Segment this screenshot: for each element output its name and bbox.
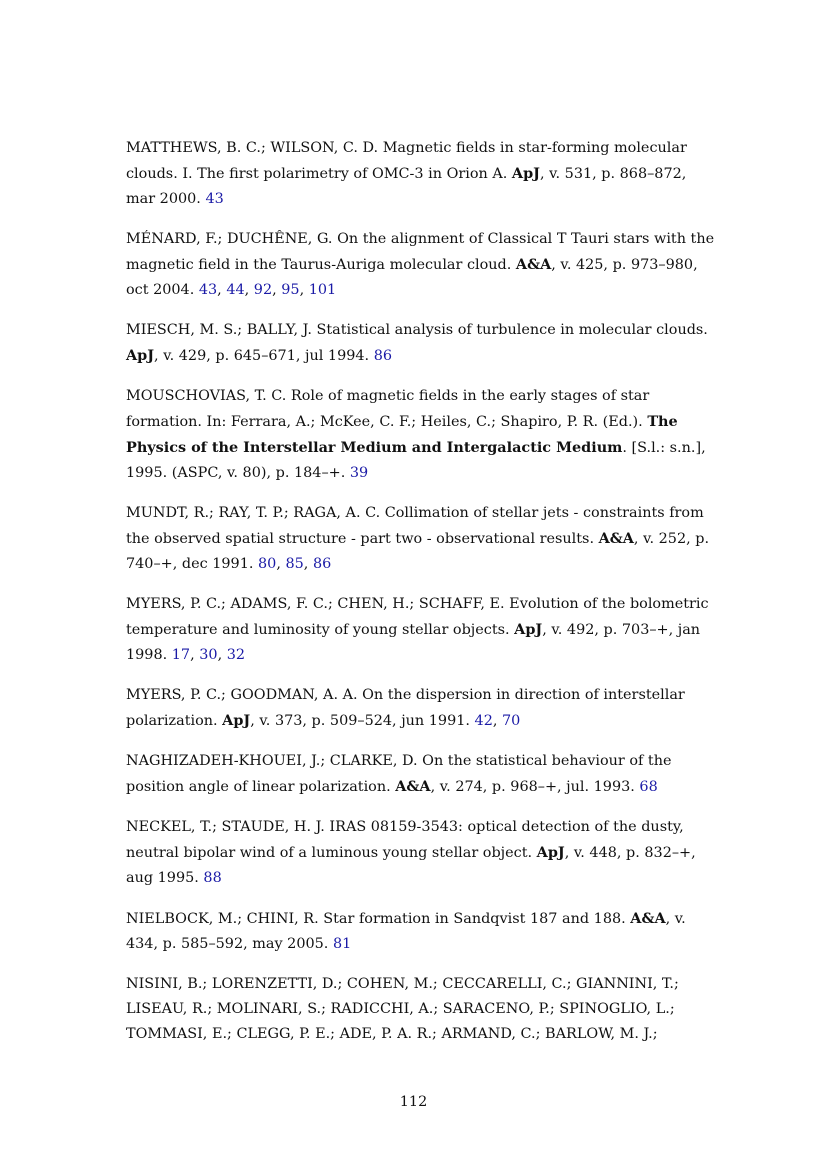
reference-entry: [126, 384, 716, 486]
reference-entry: [126, 318, 716, 369]
reference-entry: [126, 749, 716, 800]
reference-venue: ApJ: [511, 165, 540, 182]
reference-details: , v. 373, p. 509–524, jun 1991.: [250, 713, 470, 729]
reference-venue: ApJ: [514, 621, 543, 638]
reference-authors-title: MYERS, P. C.; GOODMAN, A. A. On the dispersion in direction of interstellar polarization.: [126, 687, 685, 729]
reference-authors-title: MOUSCHOVIAS, T. C. Role of magnetic fields in the early stages of star formation. In: Ferrara, A.; McKee, C. F.; Heiles, C.; Shapiro, P. R. (Ed.).: [126, 388, 650, 430]
reference-authors-title: MYERS, P. C.; ADAMS, F. C.; CHEN, H.; SCHAFF, E. Evolution of the bolometric temperature and luminosity of young stellar objects.: [126, 596, 709, 638]
back-reference-link[interactable]: 30: [199, 647, 218, 663]
back-reference-link[interactable]: 101: [308, 282, 337, 298]
reference-venue: ApJ: [536, 844, 565, 861]
reference-entry: [126, 906, 716, 957]
reference-authors-title: MIESCH, M. S.; BALLY, J. Statistical analysis of turbulence in molecular clouds.: [126, 322, 708, 338]
back-reference-link[interactable]: 43: [205, 191, 224, 207]
reference-entry: [126, 136, 716, 212]
reference-venue: A&A: [598, 530, 634, 547]
back-reference-link[interactable]: 68: [639, 779, 658, 795]
reference-venue: A&A: [630, 910, 666, 927]
reference-venue: A&A: [395, 778, 431, 795]
reference-authors-title: NISINI, B.; LORENZETTI, D.; COHEN, M.; CECCARELLI, C.; GIANNINI, T.; LISEAU, R.; MOLINARI, S.; RADICCHI, A.; SARACENO, P.; SPINOGLIO, L.; TOMMASI, E.; CLEGG, P. E.; ADE, P. A. R.; ARMAND, C.; BARLOW, M. J.;: [126, 976, 679, 1042]
reference-venue: The Physics of the Interstellar Medium and Intergalactic Medium: [126, 413, 678, 456]
reference-details: , v. 531, p. 868–872, mar 2000.: [126, 166, 687, 207]
reference-details: , v. 429, p. 645–671, jul 1994.: [154, 348, 370, 364]
back-reference-link[interactable]: 86: [312, 556, 332, 572]
reference-authors-title: MÉNARD, F.; DUCHÊNE, G. On the alignment of Classical T Tauri stars with the magnetic field in the Taurus-Auriga molecular cloud.: [126, 231, 715, 273]
reference-details: . [S.l.: s.n.], 1995. (ASPC, v. 80), p. 184–+.: [126, 440, 706, 481]
back-reference-link[interactable]: 86: [373, 348, 393, 364]
back-reference-link[interactable]: 81: [332, 936, 352, 952]
reference-venue: ApJ: [222, 712, 251, 729]
back-reference-link[interactable]: 39: [349, 465, 369, 481]
reference-entry: MUNDT, R.; RAY, T. P.; RAGA, A. C. Collimation of stellar jets - constraints from the observed spatial structure - part two - observational results. A&A, v. 252, p. 740–+, dec 1991. 80, 85, 86: [126, 505, 710, 572]
reference-entry: [126, 815, 716, 891]
back-reference-link[interactable]: 43: [198, 282, 218, 298]
back-reference-link[interactable]: 42: [474, 713, 493, 729]
reference-details: , v. 274, p. 968–+, jul. 1993.: [430, 779, 635, 795]
reference-entry: MYERS, P. C.; ADAMS, F. C.; CHEN, H.; SCHAFF, E. Evolution of the bolometric temperature and luminosity of young stellar objects. ApJ, v. 492, p. 703–+, jan 1998. 17, 30, 32: [126, 596, 709, 663]
back-reference-link[interactable]: 44: [226, 282, 245, 298]
back-reference-link[interactable]: 17: [171, 647, 191, 663]
reference-authors-title: NECKEL, T.; STAUDE, H. J. IRAS 08159-3543: optical detection of the dusty, neutral bipolar wind of a luminous young stellar object.: [126, 819, 684, 861]
back-reference-link[interactable]: 95: [281, 282, 300, 298]
reference-list: [126, 136, 716, 1062]
reference-entry: MYERS, P. C.; GOODMAN, A. A. On the dispersion in direction of interstellar polarization. ApJ, v. 373, p. 509–524, jun 1991. 42, 70: [126, 687, 685, 729]
reference-details: , v. 252, p. 740–+, dec 1991.: [126, 531, 710, 572]
back-reference-link[interactable]: 32: [226, 647, 246, 663]
reference-authors-title: MUNDT, R.; RAY, T. P.; RAGA, A. C. Collimation of stellar jets - constraints from the observed spatial structure - part two - observational results.: [126, 505, 704, 547]
back-reference-link[interactable]: 85: [285, 556, 304, 572]
page-number: 112: [399, 1094, 428, 1110]
back-reference-link[interactable]: 92: [253, 282, 273, 298]
reference-authors-title: NAGHIZADEH-KHOUEI, J.; CLARKE, D. On the statistical behaviour of the position angle of linear polarization.: [126, 753, 672, 795]
reference-details: , v. 425, p. 973–980, oct 2004.: [126, 257, 698, 298]
reference-details: , v. 434, p. 585–592, may 2005.: [126, 911, 686, 952]
reference-details: , v. 492, p. 703–+, jan 1998.: [126, 622, 701, 663]
reference-venue: ApJ: [126, 347, 155, 364]
reference-venue: A&A: [515, 256, 552, 273]
reference-authors-title: NIELBOCK, M.; CHINI, R. Star formation in Sandqvist 187 and 188.: [126, 911, 631, 927]
reference-entry: [126, 972, 716, 1047]
back-reference-link[interactable]: 70: [502, 713, 521, 729]
reference-details: , v. 448, p. 832–+, aug 1995.: [126, 845, 696, 886]
back-reference-link[interactable]: 80: [258, 556, 277, 572]
reference-entry: MÉNARD, F.; DUCHÊNE, G. On the alignment of Classical T Tauri stars with the magnetic field in the Taurus-Auriga molecular cloud. A&A, v. 425, p. 973–980, oct 2004. 43, 44, 92, 95, 101: [126, 231, 715, 298]
reference-authors-title: MATTHEWS, B. C.; WILSON, C. D. Magnetic fields in star-forming molecular clouds. I. The first polarimetry of OMC-3 in Orion A.: [126, 140, 687, 182]
back-reference-link[interactable]: 88: [203, 870, 222, 886]
